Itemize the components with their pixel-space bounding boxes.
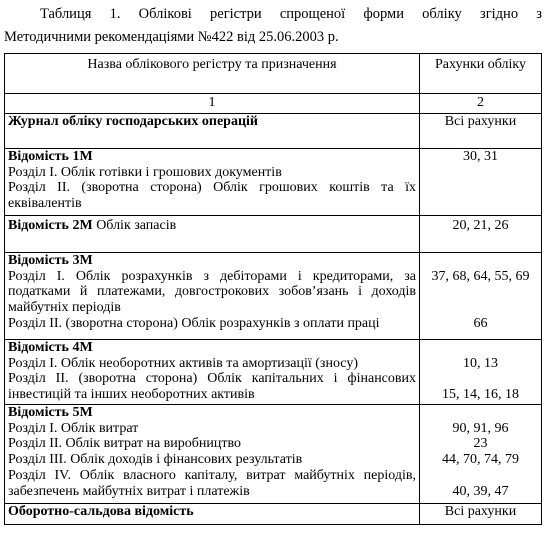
register-title: Відомість 1М [8,149,93,164]
register-line: Розділ ІІ. (зворотна сторона) Облік розрахунків з оплати праці [8,315,380,331]
register-purpose: Облік запасів [92,218,177,233]
accounts-value: 44, 70, 74, 79 [442,452,519,468]
register-line: еквівалентів [8,196,82,212]
register-line: Розділ І. Облік витрат [8,420,139,436]
column-number-2: 2 [420,94,542,114]
column-number-1: 1 [5,94,420,114]
table-row [5,216,542,253]
caption-line-1: Таблиця 1. Облікові регістри спрощеної форми обліку згідно з [40,6,542,22]
accounts-value: 23 [473,436,488,452]
register-title: Оборотно-сальдова відомість [8,504,194,519]
accounts-value: 15, 14, 16, 18 [442,387,519,403]
register-title: Відомість 2М [8,218,93,233]
accounts-value: 10, 13 [463,355,498,371]
accounts-value: 40, 39, 47 [452,483,509,499]
table-row [5,253,542,340]
register-line: майбутніх періодів [8,300,121,316]
register-title: Відомість 5М [8,405,93,420]
register-title: Журнал обліку господарських операцій [8,114,258,129]
column-numbers-row [5,94,542,114]
accounts-value: 30, 31 [463,149,498,164]
header-row [5,54,542,94]
table-row [5,405,542,504]
accounts-cell: Всі рахунки [420,114,542,149]
register-line: податками й платежами, довгострокових зобов’язань і доходів [8,284,416,300]
register-title: Відомість 3М [8,253,93,268]
register-line: Розділ ІІ. (зворотна сторона) Облік капітальних і фінансових [8,371,416,387]
caption-line-2: Методичними рекомендаціями №422 від 25.06.2003 р. [4,29,339,45]
register-line: Розділ ІІ. (зворотна сторона) Облік грошових коштів та їх [8,180,416,196]
header-accounts: Рахунки обліку [420,54,542,94]
register-line: Розділ ІІ. Облік витрат на виробництво [8,436,242,452]
header-name: Назва облікового регістру та призначення [5,54,420,94]
register-line: Розділ І. Облік необоротних активів та амортизації (зносу) [8,355,358,371]
register-line: забезпечень майбутніх витрат і платежів [8,483,250,499]
registers-table [4,53,542,525]
accounts-value: 37, 68, 64, 55, 69 [431,268,530,284]
table-caption [4,3,542,49]
register-line: Розділ ІІІ. Облік доходів і фінансових результатів [8,452,303,468]
register-line: Розділ І. Облік розрахунків з дебіторами і кредиторами, за [8,268,416,284]
accounts-cell: 20, 21, 26 [420,216,542,253]
table-row [5,340,542,405]
register-line: Розділ І. Облік готівки і грошових документів [8,164,282,180]
register-line: Розділ IV. Облік власного капіталу, витрат майбутніх періодів, [8,467,416,483]
accounts-value: 90, 91, 96 [452,420,509,436]
table-row [5,149,542,216]
table-row [5,114,542,149]
register-title: Відомість 4М [8,340,93,355]
accounts-value: 66 [473,315,488,331]
table-row [5,504,542,525]
accounts-cell: Всі рахунки [420,504,542,525]
register-line: інвестицій та інших необоротних активів [8,387,255,403]
